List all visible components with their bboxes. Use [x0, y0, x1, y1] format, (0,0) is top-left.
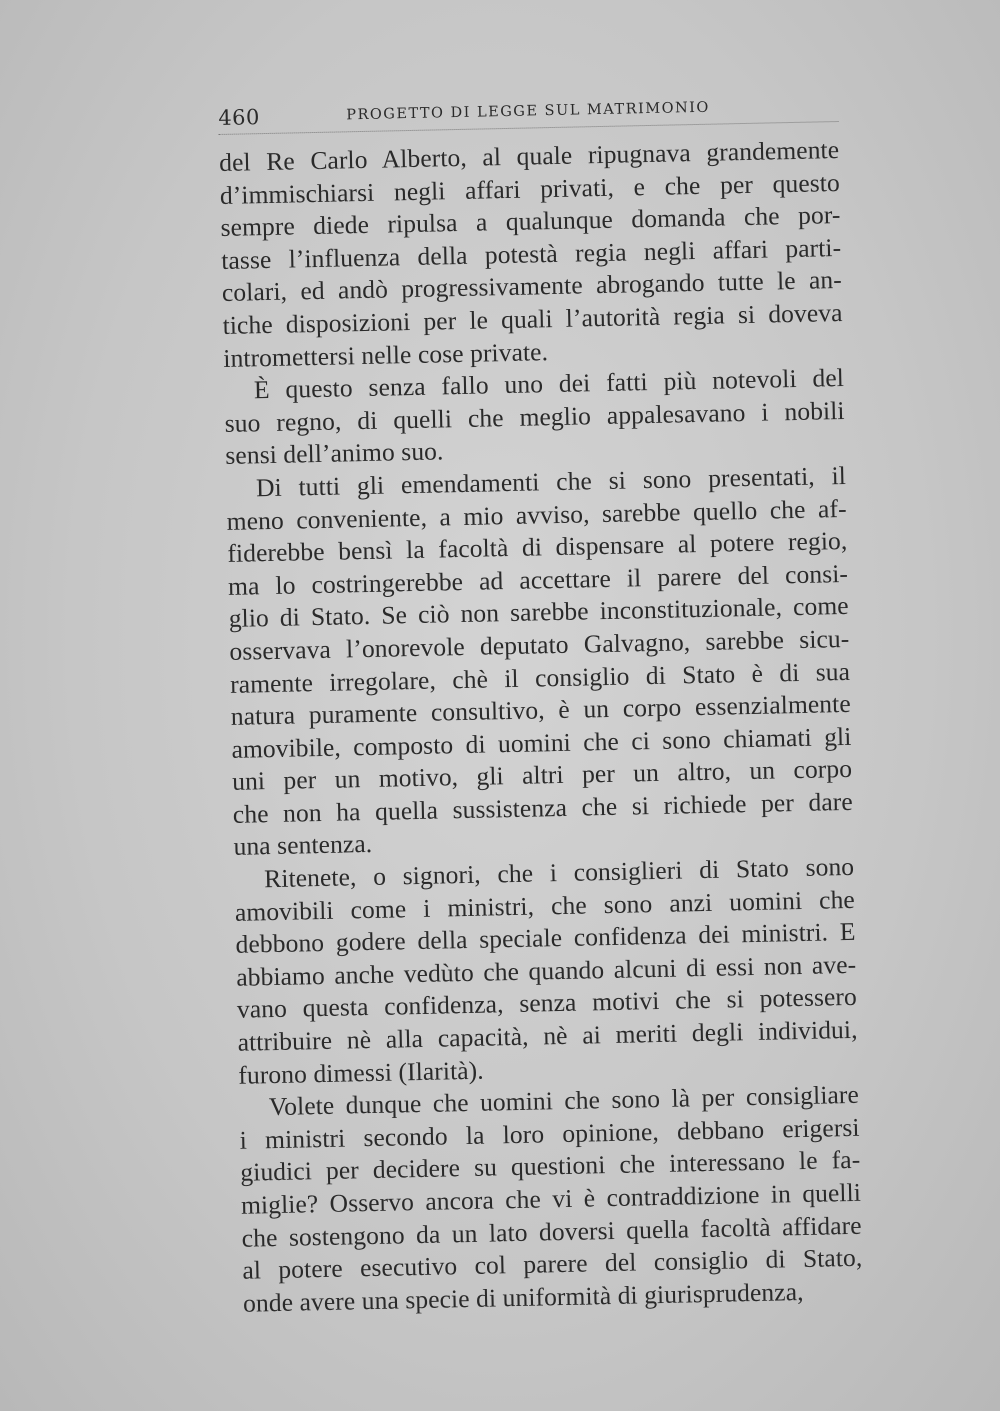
text-line: del Re Carlo Alberto, al quale ripugnava grandemente	[218, 135, 840, 177]
text-block	[218, 91, 863, 1320]
text-line: intromettersi nelle cose private.	[223, 336, 549, 373]
paragraph	[239, 1079, 864, 1320]
text-line: amovibile, composto di uomini che ci sono chiamati gli	[231, 721, 852, 764]
text-line: Ritenete, o signori, che i consiglieri di Stato sono	[263, 851, 855, 894]
text-line: Volete dunque che uomini che sono là per consigliare	[268, 1080, 860, 1122]
text-line: miglie? Osservo ancora che vi è contraddizione in quelli	[240, 1177, 862, 1220]
text-line: suo regno, di quelli che meglio appalesavano i nobili	[224, 395, 845, 438]
text-line: osservava l’onorevole deputato Galvagno, sarebbe sicu-	[229, 623, 850, 666]
text-line: onde avere una specie di uniformità di giurisprudenza,	[242, 1276, 804, 1318]
text-line: debbono godere della speciale confidenza dei ministri. E	[235, 917, 856, 960]
text-line: fiderebbe bensì la facoltà di dispensare al potere regio,	[227, 526, 848, 569]
running-head	[218, 91, 839, 135]
paragraph	[224, 362, 846, 473]
text-line: sempre diede ripulsa a qualunque domanda che por-	[220, 200, 841, 243]
text-line: È questo senza fallo uno dei fatti più notevoli del	[253, 363, 845, 405]
text-line: tasse l’influenza della potestà regia negli affari parti-	[220, 232, 842, 275]
text-line: ma lo costringerebbe ad accettare il parere del consi-	[227, 558, 849, 601]
running-title: PROGETTO DI LEGGE SUL MATRIMONIO	[346, 99, 711, 124]
page-number: 460	[218, 105, 261, 130]
text-line: colari, ed andò progressivamente abrogando tutte le an-	[221, 265, 843, 308]
text-line: i ministri secondo la loro opinione, debbano erigersi	[239, 1112, 860, 1155]
paragraph	[219, 134, 844, 375]
paragraph	[226, 460, 854, 864]
text-line: che sostengono da un lato doversi quella facoltà affidare	[241, 1210, 862, 1253]
text-line: una sentenza.	[233, 829, 373, 862]
paragraph	[234, 851, 859, 1092]
text-line: abbiamo anche vedùto che quando alcuni di essi non ave-	[235, 949, 857, 992]
text-line: al potere esecutivo col parere del consiglio di Stato,	[242, 1242, 863, 1285]
text-line: vano questa confidenza, senza motivi che si potessero	[236, 982, 858, 1025]
text-line: furono dimessi (Ilarità).	[238, 1055, 484, 1090]
text-line: natura puramente consultivo, è un corpo essenzialmente	[230, 688, 851, 731]
text-line: attribuire nè alla capacità, nè ai meriti degli individui,	[237, 1014, 858, 1057]
text-line: d’immischiarsi negli affari privati, e che per questo	[219, 167, 841, 210]
text-line: tiche disposizioni per le quali l’autorità regia si doveva	[222, 297, 843, 340]
text-line: glio di Stato. Se ciò non sarebbe inconstituzionale, come	[228, 591, 849, 634]
text-line: ramente irregolare, chè il consiglio di Stato è di sua	[229, 656, 851, 699]
text-line: sensi dell’animo suo.	[225, 436, 444, 471]
body-text	[219, 134, 863, 1320]
text-line: meno conveniente, a mio avviso, sarebbe quello che af-	[226, 493, 847, 536]
text-line: amovibili come i ministri, che sono anzi uomini che	[234, 884, 856, 927]
text-line: uni per un motivo, gli altri per un altro, un corpo	[231, 754, 853, 797]
text-line: Di tutti gli emendamenti che si sono presentati, il	[255, 460, 847, 503]
text-line: che non ha quella sussistenza che si richiede per dare	[232, 786, 854, 829]
text-line: giudici per decidere su questioni che interessano le fa-	[240, 1145, 861, 1188]
